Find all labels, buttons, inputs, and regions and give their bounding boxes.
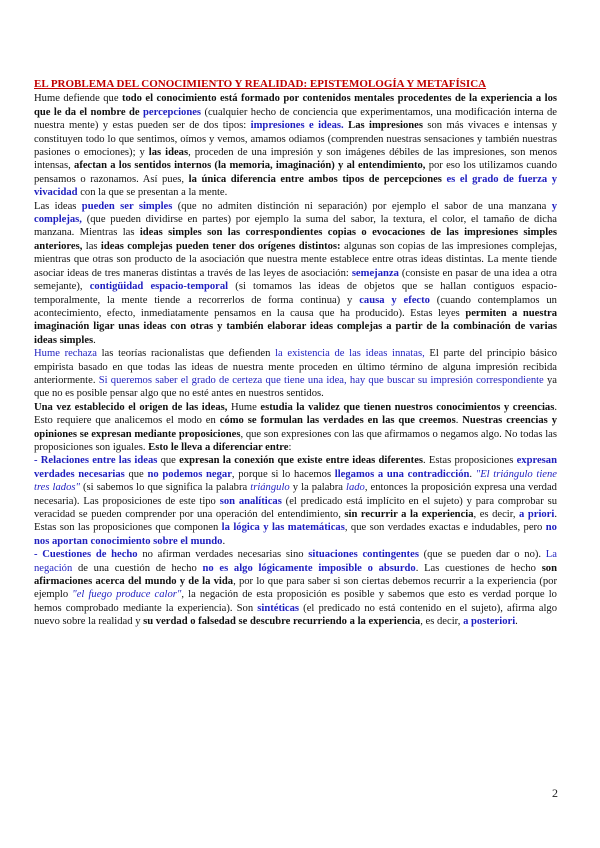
paragraph-relaciones-ideas [34,454,557,548]
text-span: , es decir, [473,509,520,520]
text-span: (cuando contemplamos un acontecimiento, efecto, inmediatamente pensamos en la causa que ha producido). Estas leyes [34,294,557,319]
text-span: Hume [227,401,261,413]
highlight-text: son analíticas [219,495,282,507]
highlight-text: semejanza [351,267,399,279]
text-span: . Esto requiere que analicemos el modo en [34,401,558,427]
text-span: no afirman verdades necesarias sino [137,549,309,561]
highlight-text: sintéticas [257,602,300,614]
text-span: (si tomamos las ideas de objetos que se hallan contiguos espacio-temporalmente, la mente tiende a recorrerlos de forma continua) y [34,281,557,306]
page-title: EL PROBLEMA DEL CONOCIMIENTO Y REALIDAD: EPISTEMOLOGÍA Y METAFÍSICA [34,78,487,90]
text-span: que [124,468,148,480]
text-span: (que se pueden dar o no). [418,549,546,561]
text-span: por eso los utilizamos cuando pensamos o razonamos. Así pues, [34,160,558,185]
highlight-text: Si queremos saber el grado de certeza que tiene una idea, hay que buscar su impresión correspondiente [98,374,544,386]
bold-text: Las impresiones [348,120,423,132]
example-text: "el fuego produce calor" [72,589,182,601]
text-span: Hume defiende que [34,93,122,105]
text-span: (si sabemos lo que significa la palabra [79,482,251,494]
text-span: . Las cuestiones de hecho [415,562,542,574]
text-span: . [469,468,476,480]
example-text: triángulo [250,482,290,494]
paragraph-cuestiones-hecho [34,548,557,628]
text-span: . Estas son las proposiciones que componen [34,509,557,534]
bold-text: cómo se formulan las verdades en las que creemos [219,415,456,427]
bold-text: ideas complejas pueden tener dos orígenes distintos: [100,240,341,252]
bold-text: Una vez establecido el origen de las ideas, [34,401,228,413]
highlight-text: no nos aportan conocimiento sobre el mundo [34,522,557,547]
text-span: (que pueden dividirse en partes) por ejemplo la suma del sabor, la textura, el color, el tamaño de dicha manzana. Mientras las [34,214,557,239]
text-span: , es decir, [420,616,464,628]
highlight-text: la lógica y las matemáticas [221,522,345,534]
bold-text: las ideas [148,147,189,159]
highlight-text: situaciones contingentes [308,549,419,561]
highlight-text: llegamos a una contradicción [334,468,470,480]
example-text: lado [346,482,365,494]
bold-text: la única diferencia entre ambos tipos de percepciones [188,173,447,185]
text-span: . [222,535,226,547]
text-span: algunas son copias de las impresiones complejas, mientras que otras son producto de la asociación que nuestra mente establece entre otras ideas distintas. La mente tiende asociar ideas de tres maneras distintas a través de las leyes de asociación: [34,240,557,279]
example-text: "El triángulo tiene tres lados" [34,468,558,494]
highlight-text: no es algo lógicamente imposible o absurdo [202,562,416,574]
bold-text: permiten a nuestra imaginación ligar unas ideas con otras y también elaborar ideas complejas a partir de la combinación de varias ideas simples [34,307,557,346]
text-span: , porque si lo hacemos [231,468,335,480]
paragraph-percepciones [34,92,557,199]
bold-text: estudia la validez que tienen nuestros conocimientos y creencias [260,401,555,413]
text-span: (cualquier hecho de conciencia que experimentamos, una modificación interna de nuestra mente) y estas pueden ser de dos tipos: [34,106,557,132]
page-number: 2 [552,786,558,800]
paragraph-ideas [34,200,557,347]
bold-text: todo el conocimiento está formado por contenidos mentales procedentes de la experiencia a los que le da el nombre de [34,93,557,118]
text-span: de una cuestión de hecho [72,562,203,574]
highlight-text: causa y efecto [359,294,430,306]
highlight-text: no podemos negar [147,468,232,480]
bold-text: expresan la conexión que existe entre ideas diferentes [179,455,424,467]
text-span: , por lo que para saber si son ciertas debemos recurrir a la experiencia (por ejemplo [34,576,557,601]
text-span: , que son verdades exactas e indudables, pero [344,522,546,534]
bold-text: afectan a los sentidos internos (la memoria, imaginación) y al entendimiento, [74,160,426,172]
text-span: (que no admiten distinción ni separación) por ejemplo el sabor de una manzana [172,200,552,212]
text-span: , que son expresiones con las que afirmamos o negamos algo. No todas las proposiciones son iguales. [34,428,557,453]
paragraph-hume-rechaza [34,347,557,401]
text-span: : [288,441,292,453]
highlight-text: percepciones [143,106,202,118]
highlight-text: es el grado de fuerza y vivacidad [34,173,557,199]
highlight-text: impresiones e ideas. [250,120,344,132]
text-span: , entonces la proposición expresa una verdad necesaria). Las proposiciones de este tipo [34,482,557,507]
text-span: (el predicado no está contenido en el sujeto), afirma algo nuevo sobre la realidad y [34,602,557,628]
paragraph-validez [34,401,557,455]
text-span: , proceden de una impresión y son imágenes débiles de las impresiones, son menos intensas, [34,147,558,172]
bold-text: su verdad o falsedad se descubre recurriendo a la experiencia [143,616,421,628]
text-span: (consiste en pasar de una idea a otra semejante), [34,267,557,293]
text-span: ya que no es posible pensar algo que no esté antes en nuestros sentidos. [34,374,557,400]
highlight-text: Hume rechaza [34,348,97,360]
text-span: Las ideas [34,200,82,212]
text-span: que [157,455,180,467]
highlight-text: - Cuestiones de hecho [34,549,138,561]
bold-text: Esto le lleva a diferenciar entre [148,441,289,453]
highlight-text: la existencia de las ideas innatas, [275,348,425,360]
highlight-text: expresan verdades necesarias [34,455,557,480]
highlight-text: a priori [519,509,555,520]
text-span: . [515,616,518,628]
document-page [34,78,557,629]
bold-text: Nuestras creencias y opiniones se expresan mediante proposiciones [34,415,558,440]
highlight-text: y complejas, [34,200,557,226]
text-span: con la que se presentan a la mente. [77,187,228,199]
bold-text: son afirmaciones acerca del mundo y de la vida [34,562,557,588]
text-span: El parte del principio básico empirista basado en que todas las ideas de nuestra mente proceden en último término de alguna impresión recibida anteriormente. [34,348,558,386]
bold-text: ideas simples son las correspondientes copias o evocaciones de las impresiones simples anteriores, [34,227,557,252]
highlight-text: contigüidad espacio-temporal [89,281,229,293]
text-span: . [455,415,463,427]
text-span: son más vivaces e intensas y constituyen todo lo que sentimos, oímos y vemos, amamos odiamos (comprenden nuestras sensaciones y también nuestras pasiones o emociones); y [34,120,558,159]
text-span: las teorías racionalistas que defienden [96,348,276,360]
text-span: y la palabra [289,482,346,494]
text-span: (el predicado está implícito en el sujeto) y para comprobar su veracidad se pueden comprender por una operación del entendimiento, [34,495,558,520]
text-span: . [93,334,96,346]
text-span: . Estas proposiciones [423,455,517,467]
highlight-text: - Relaciones entre las ideas [34,455,158,467]
highlight-text: a posteriori [463,616,516,628]
bold-text: sin recurrir a la experiencia [344,509,474,520]
text-span: las [82,240,101,252]
highlight-text: pueden ser simples [81,200,173,212]
text-span: , la negación de esta proposición es posible y sabemos que esto es verdad porque lo hemos comprobado mediante la experiencia). Son [34,589,557,614]
highlight-text: La negación [34,549,557,574]
